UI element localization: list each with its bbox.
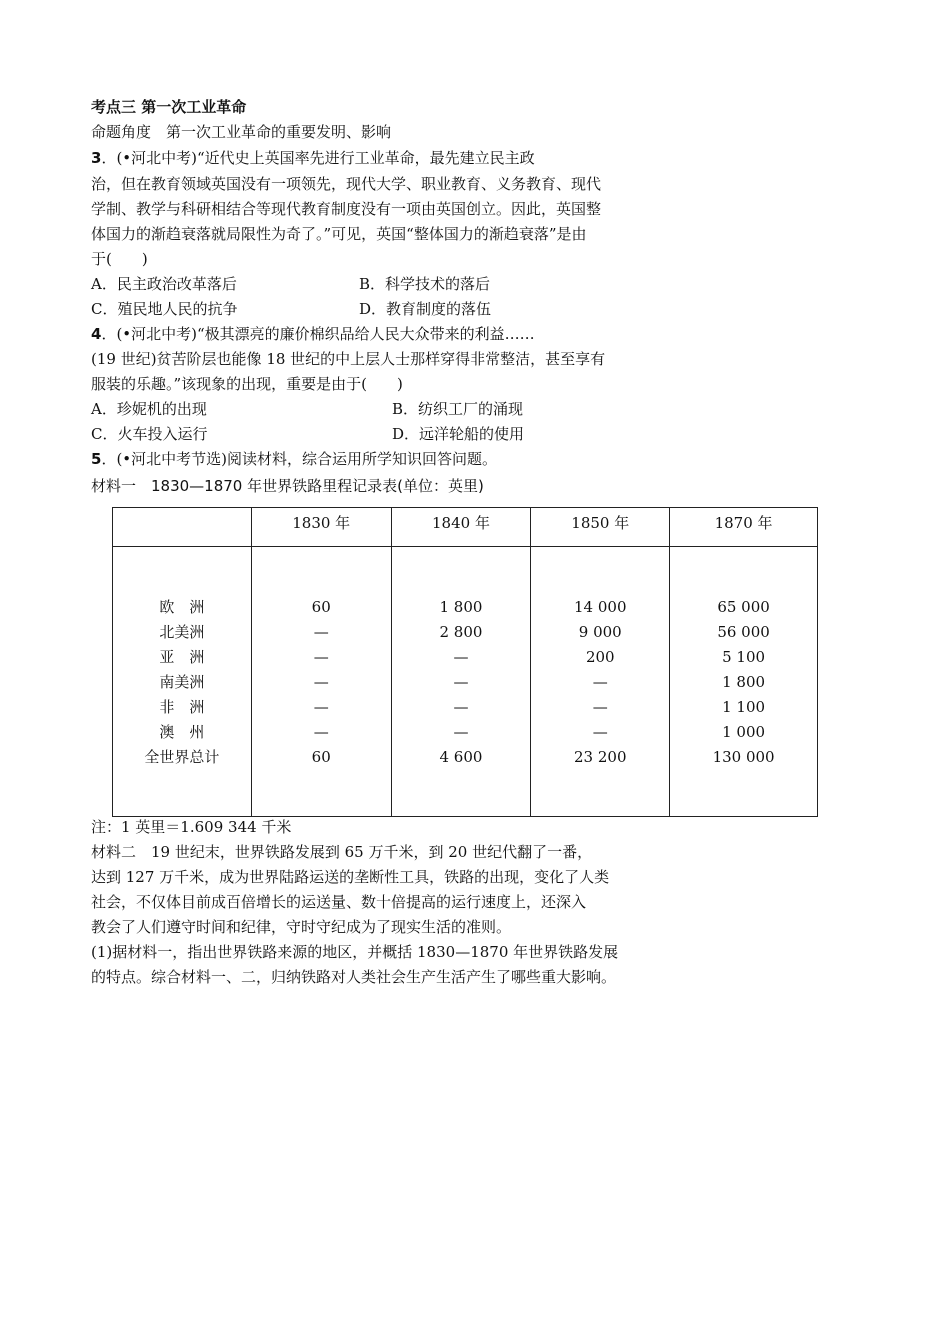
question-3-option-c: C．殖民地人民的抗争 [91,300,238,318]
question-4-option-d: D．远洋轮船的使用 [392,425,525,443]
question-5-number: 5 [91,450,102,468]
value-cell: — [453,648,469,666]
railway-mileage-table [112,507,818,817]
value-cell: 1 100 [722,698,766,716]
value-cell: — [313,723,329,741]
question-3-option-b: B．科学技术的落后 [359,275,491,293]
value-cell: — [592,673,608,691]
table-header-1850: 1850 年 [531,508,670,547]
sub-question-line-2: 的特点。综合材料一、二，归纳铁路对人类社会生产生活产生了哪些重大影响。 [91,968,617,986]
value-cell: — [313,623,329,641]
value-cell: 5 100 [722,648,766,666]
question-4-option-c: C．火车投入运行 [91,425,208,443]
question-3-line-1: 3．(•河北中考)“近代史上英国率先进行工业革命，最先建立民主政 [91,149,535,167]
value-cell: 1 800 [439,598,483,616]
region-cell: 北美洲 [159,623,205,641]
question-4-line-3: 服装的乐趣。”该现象的出现，重要是由于( ) [91,375,403,393]
value-cell: — [453,673,469,691]
value-cell: — [592,723,608,741]
question-3-line-3: 学制、教学与科研相结合等现代教育制度没有一项由英国创立。因此，英国整 [91,200,602,218]
value-cell: 130 000 [712,748,775,766]
question-3-option-d: D．教育制度的落伍 [359,300,492,318]
value-cell: 60 [311,598,331,616]
table-header-1870: 1870 年 [670,508,818,547]
table-header-blank [113,508,252,547]
region-cell: 澳 州 [159,723,205,741]
material-2-line-4: 教会了人们遵守时间和纪律，守时守纪成为了现实生活的准则。 [91,918,512,936]
unit-note: 注：1 英里＝1.609 344 千米 [91,818,292,836]
section-title: 考点三 第一次工业革命 [91,98,247,116]
value-cell: 14 000 [574,598,627,616]
region-cell: 南美洲 [159,673,205,691]
value-cell: 9 000 [578,623,622,641]
value-cell: 65 000 [717,598,770,616]
value-cell: 23 200 [574,748,627,766]
question-4-line-1: 4．(•河北中考)“极其漂亮的廉价棉织品给人民大众带来的利益…… [91,325,535,343]
sub-question-line-1: (1)据材料一，指出世界铁路来源的地区，并概括 1830—1870 年世界铁路发展 [91,943,619,961]
material-2-line-3: 社会，不仅体目前成百倍增长的运送量、数十倍提高的运行速度上，还深入 [91,893,587,911]
question-3-number: 3 [91,149,102,167]
region-cell: 亚 洲 [159,648,205,666]
value-cell: 4 600 [439,748,483,766]
material-2-line-1: 材料二 19 世纪末，世界铁路发展到 65 万千米，到 20 世纪代翻了一番， [91,843,593,861]
column-1870 [670,547,818,817]
question-4-number: 4 [91,325,102,343]
table-header-1830: 1830 年 [251,508,391,547]
value-cell: 60 [311,748,331,766]
question-angle: 命题角度 第一次工业革命的重要发明、影响 [91,123,392,141]
question-4-line-2: (19 世纪)贫苦阶层也能像 18 世纪的中上层人士那样穿得非常整洁，甚至享有 [91,350,606,368]
region-column [113,547,252,817]
value-cell: — [313,673,329,691]
table-body-row [113,547,818,817]
region-cell: 非 洲 [159,698,205,716]
question-3-line-4: 体国力的渐趋衰落就局限性为奇了。”可见，英国“整体国力的渐趋衰落”是由 [91,225,587,243]
region-cell: 欧 洲 [159,598,205,616]
value-cell: 56 000 [717,623,770,641]
value-cell: 1 000 [722,723,766,741]
region-cell: 全世界总计 [144,748,220,766]
value-cell: — [453,698,469,716]
question-5-intro: 5．(•河北中考节选)阅读材料，综合运用所学知识回答问题。 [91,450,497,468]
column-1830 [251,547,391,817]
table-header-row [113,508,818,547]
value-cell: 1 800 [722,673,766,691]
material-2-line-2: 达到 127 万千米，成为世界陆路运送的垄断性工具，铁路的出现，变化了人类 [91,868,610,886]
value-cell: — [453,723,469,741]
question-4-option-b: B．纺织工厂的涌现 [392,400,524,418]
question-3-option-a: A．民主政治改革落后 [91,275,237,293]
column-1840 [391,547,531,817]
question-4-option-a: A．珍妮机的出现 [91,400,207,418]
question-3-line-2: 治，但在教育领域英国没有一项领先，现代大学、职业教育、义务教育、现代 [91,175,602,193]
value-cell: 2 800 [439,623,483,641]
value-cell: — [592,698,608,716]
value-cell: — [313,698,329,716]
value-cell: — [313,648,329,666]
question-3-line-5: 于( ) [91,250,148,268]
column-1850 [531,547,670,817]
material-1-title: 材料一 1830—1870 年世界铁路里程记录表(单位：英里) [91,477,484,495]
value-cell: 200 [585,648,615,666]
table-header-1840: 1840 年 [391,508,531,547]
